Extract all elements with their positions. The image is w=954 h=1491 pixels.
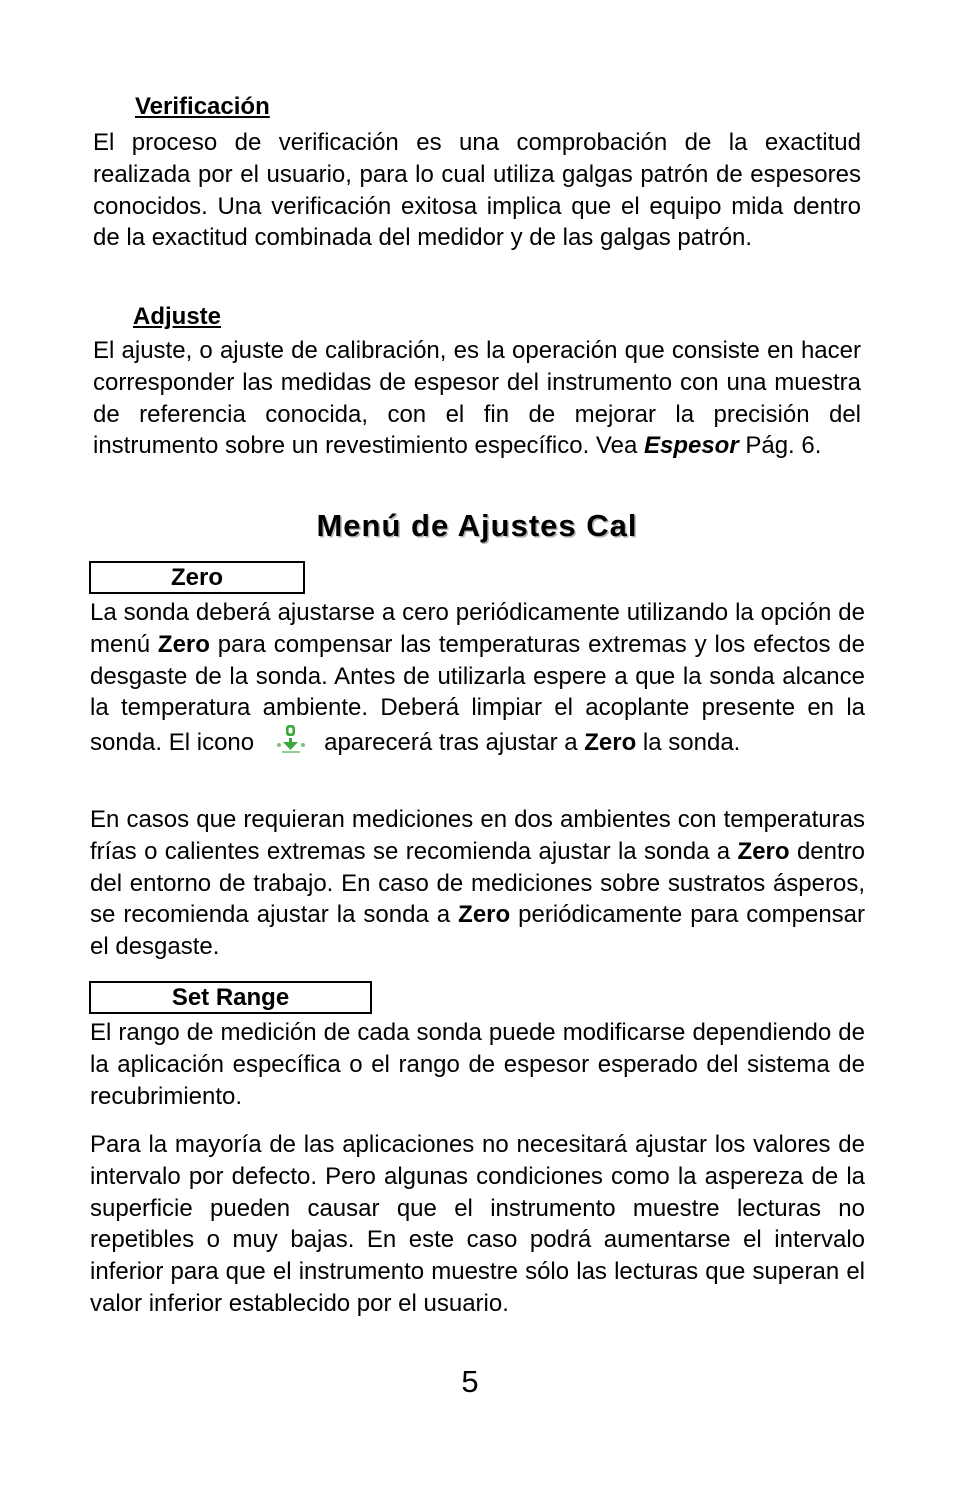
adjustment-paragraph bbox=[93, 335, 861, 462]
adjustment-text: El ajuste, o ajuste de calibración, es la operación que consiste en hacer corresponder las medidas de espesor del instrumento con una muestra de referencia conocida, con el fin de mejorar la precisión del instrumento sobre un revestimiento específico. Vea bbox=[93, 337, 861, 460]
zero-p2-text-a: En casos que requieran mediciones en dos ambientes con temperaturas frías o calientes extremas se recomienda ajustar la sonda a bbox=[90, 806, 865, 865]
zero-probe-icon bbox=[274, 724, 308, 754]
zero-paragraph-1 bbox=[90, 597, 865, 759]
zero-text-f: la sonda. bbox=[636, 729, 741, 757]
set-range-menu-label: Set Range bbox=[89, 981, 372, 1014]
page-number: 5 bbox=[461, 1364, 479, 1399]
zero-p2-bold-1: Zero bbox=[737, 837, 790, 865]
adjustment-heading: Adjuste bbox=[133, 303, 222, 330]
zero-text-c: para compensar las temperaturas extremas y los efectos de desgaste de la sonda. Antes de utilizarla espere a que la sonda alcance la temperatura ambiente. Deberá limpiar el acoplante presente en la sonda. El icono bbox=[90, 630, 866, 757]
verification-heading: Verificación bbox=[135, 93, 270, 120]
espesor-reference: Espesor bbox=[643, 432, 739, 460]
menu-title: Menú de Ajustes Cal bbox=[316, 508, 638, 543]
set-range-paragraph-2: Para la mayoría de las aplicaciones no necesitará ajustar los valores de intervalo por defecto. Pero algunas condiciones como la aspereza de la superficie pueden causar que el instrumento muestre lecturas no repetibles o muy bajas. En este caso podrá aumentarse el intervalo inferior para que el instrumento muestre sólo las lecturas que superan el valor inferior establecido por el usuario. bbox=[90, 1131, 865, 1317]
verification-paragraph: El proceso de verificación es una comprobación de la exactitud realizada por el usuario, para lo cual utiliza galgas patrón de espesores conocidos. Una verificación exitosa implica que el equipo mida dentro de la exactitud combinada del medidor y de las galgas patrón. bbox=[93, 129, 861, 252]
zero-p2-text-c: dentro del entorno de trabajo. En caso de mediciones sobre sustratos ásperos, se recomienda ajustar la sonda a bbox=[90, 837, 866, 929]
set-range-paragraph-1: El rango de medición de cada sonda puede modificarse dependiendo de la aplicación específica o el rango de espesor esperado del sistema de recubrimiento. bbox=[90, 1019, 865, 1110]
zero-paragraph-2 bbox=[90, 804, 865, 963]
zero-p2-bold-2: Zero bbox=[458, 901, 511, 929]
zero-probe-icon-svg bbox=[274, 724, 308, 754]
zero-text-d: aparecerá tras ajustar a bbox=[324, 729, 585, 757]
page-reference: Pág. 6. bbox=[738, 432, 822, 460]
zero-menu-label: Zero bbox=[89, 561, 305, 594]
zero-p2-text-e: periódicamente para compensar el desgaste. bbox=[90, 901, 866, 961]
zero-bold-1: Zero bbox=[157, 630, 210, 658]
zero-bold-2: Zero bbox=[584, 729, 637, 757]
zero-text-a: La sonda deberá ajustarse a cero periódicamente utilizando la opción de menú bbox=[90, 599, 865, 658]
